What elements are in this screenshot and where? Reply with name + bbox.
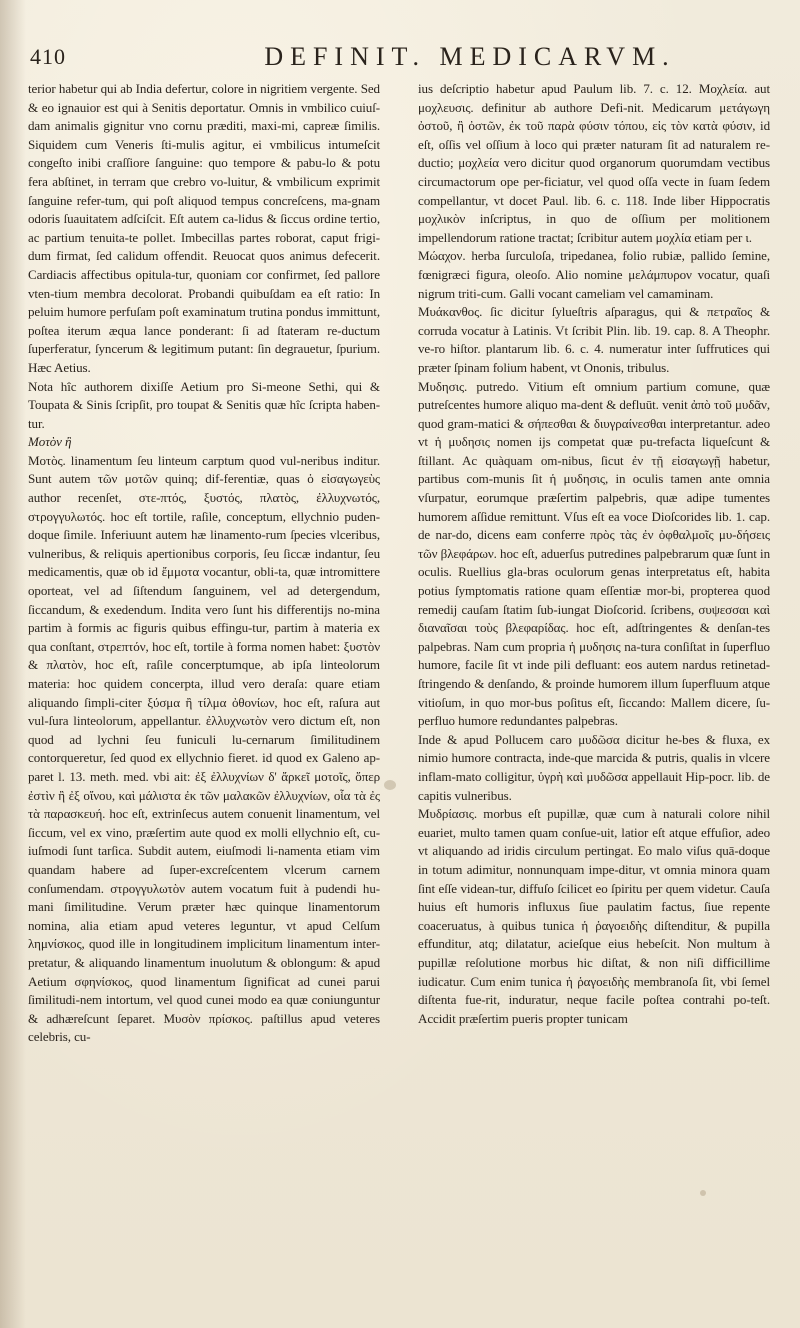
left-paragraph-1: terior habetur qui ab India defertur, colore in nigritiem vergente. Sed & eo ignauior est qui à Senitis deportatur. Omnis in vmbilico cuiuſ-dam animalis gignitur vno cornu præditi, maxi-mi, capreæ ſimilis. Siquidem cum Veneris ſti-mulis agitur, ei vmbilicus intumeſcit congeſto inibi craſſiore ſanguine: quo tempore & pabu-lo & potu fera abſtinet, in terram que crebro vo-luitur, & vmbilicum exprimit ſanguine refer-tum, qui poſt aliquod tempus concreſcens, ma-gnam odoris ſuauitatem adſciſcit. Eſt autem ca-lidus & ſiccus ordine tertio, ac partium tenuita-te pollet. Imbecillas partes roborat, caput frigi-dum firmat, ſed calidum offendit. Reuocat quos animus defecerit. Cardiacis affectibus opitula-tur, quoniam cor confirmet, ſed pallore vten-tium membra decolorat. Probandi quibuſdam ea eſt ratio: In peluim humore perfuſam poſt examinatum trutina pondus immittunt, poſtea iterum æqua lance ponderant: ſi ad ſtateram re-ductum ſuperferatur, ſyncerum & legitimum putant: ſin degrauetur, ſpurium. Hæc Aetius. <box>28 81 380 375</box>
right-paragraph-4: Μυδησις. putredo. Vitium eſt omnium partium comune, quæ putreſcentes humore aliquo ma-dent & defluūt. venit ἀπὸ τοῦ μυδᾶν, quod gram-matici & σήπεσθαι & διυγραίνεσθαι interpretantur. adeo vt ἡ μυδησις nomen ijs competat quæ pu-trefacta liqueſcunt & ſtillant. Ac quàquam om-nibus, ſicut ἐν τῇ εἰσαγωγῇ habetur, partibus com-munis ſit ἡ μυδησις, in oculis tamen ante omnia vſurpatur, eorumque præſertim palpebris, quæ adipe tumentes humorem aſſidue remittunt. Vſus eſt ea voce Dioſcorides lib. 1. cap. de nar-do, dicens eam conferre πρὸς τὰς ἐν ὀφθαλμοῖς μυ-δήσεις τῶν βλεφάρων. hoc eſt, aduerſus putredines palpebrarum quæ ſunt in oculis. Ruellius gla-bras oculorum genas interpretatus eſt, habita potius ſymptomatis ratione quam eſſentiæ mor-bi, propterea quod remedij cauſam ſtatim ſub-iungat Dioſcorid. ſcribens, συψεσσαι καὶ διαναῖσαι τοὺς βλεφαρίδας. hoc eſt, adſtringentes & denſan-tes palpebras. Nam cum propria ἡ μυδησις na-tura conſiſtat in ſuperfluo humore, facile ſit vt inde pili defluant: eos autem nardus retinetad-ſtringendo & denſando, & proinde humorem illum ſuperfluum atque vitioſum, in quo mor-bus poſitus eſt, ſiccando: Mallem dicere, ſu-perfluo humore redundantes palpebras. <box>418 378 770 729</box>
page-number: 410 <box>30 44 66 69</box>
left-paragraph-2: Nota hîc authorem dixiſſe Aetium pro Si-meone Sethi, qui & Toupata & Sinis ſcripſit, pro toupat & Senitis quæ hîc ſcripta haben-tur. <box>28 378 380 431</box>
right-paragraph-2: Μώαχον. herba ſurculoſa, tripedanea, folio rubiæ, pallido ſemine, fœnigræci figura, oleoſo. Alio nomine μελάμπυρον vocatur, quaſi nigrum triti-cum. Galli vocant cameliam vel camaminam. <box>418 248 770 301</box>
left-paragraph-3: Μοτὸν ἢ <box>28 434 72 450</box>
right-paragraph-6: Μυδρίασις. morbus eſt pupillæ, quæ cum à naturali colore nihil euariet, multo tamen quam conſue-uit, latior eſt atque effuſior, adeo vt aliquando ad iridis circulum pertingat. Eo malo viſus quā-doque in totum adimitur, nonnunquam impe-ditur, vt omnia minora quam ſint eſſe videan-tur, diffuſo ſcilicet eo ſpiritu per quem videtur. Cauſa huius eſt humoris influxus ſiue paulatim factus, ſiue repente coaceruatus, à quibus tunica ἡ ῥαγοειδὴς diſtenditur, & pupilla effunditur, atq; dilatatur, acieſque eius hebeſcit. Non multum à pupillæ reſolutione morbus hic diſtat, & non niſi difficillime iudicatur. Cum enim tunica ἡ ῥαγοειδὴς membranoſa ſit, vbi ſemel diſtenta fue-rit, induratur, neque facile poſtea contrahi po-teſt. Accidit præſertim pueris propter tunicam <box>418 806 770 1026</box>
right-column <box>418 80 770 1028</box>
right-paragraph-1: ius deſcriptio habetur apud Paulum lib. 7. c. 12. Μοχλεία. aut μοχλευσις. definitur ab authore Defi-nit. Medicarum μετάγωγη ὀστοῦ, ἢ ὀστῶν, ἐκ τοῦ παρὰ φύσιν τόπου, εἰς τὸν κατὰ φύσιν, id eſt, oſſis vel oſſium à loco qui præter naturam ſit ad naturalem re-ductio; μοχλεία vero dicitur quod organorum quorumdam vectibus circumactorum ope per-ficiatur, vel quod oſſa vecte in ſuam ſedem compellantur, vt docet Paul. lib. 6. c. 118. Inde liber Hippocratis μοχλικὸν inſcriptus, in quo de oſſium per molitionem impellendorum ratione tractat; ſcribitur autem μοχλία etiam per ι. <box>418 81 770 245</box>
left-paragraph-4: Μοτὸς. linamentum ſeu linteum carptum quod vul-neribus inditur. Sunt autem τῶν μοτῶν quinq; dif-ferentiæ, quas ὁ εἰσαγωγεὺς author recenſet, στε-πτός, ξυστός, πλατὸς, ἐλλυχνωτός, στρογγυλωτός. hoc eſt tortile, raſile, conceptum, ellychnio puden-doque ſimile. Inferiuunt autem hæ linamento-rum ſpecies vlceribus, vulneribus, & reliquis apertionibus corporis, ſeu ſiccæ indantur, ſeu medicamentis, quæ ob id ἔμμοτα vocantur, obli-ta, quæ intromittere oporteat, vel ad ſiſtendum ſanguinem, vel ad detergendum, ſiccandum, & exedendum. Indita vero ſunt his differentijs no-mina partim à formis ac figuris quibus effingu-tur, partim à materia ex qua conſtant, στρεπτόν, hoc eſt, tortile à forma nomen habet: ξυστὸν & πλατὸν, hoc eſt, raſile concerptumque, ab ipſa linteolorum materia: hoc quidem concerpta, illud vero deraſa: quare etiam aliquando ſimpli-citer ξύσμα ἢ τίλμα ὀθονίων, hoc eſt, raſura aut vul-ſura linteolorum, appellantur. ἐλλυχνωτὸν vero dictum eſt, non quod ad lychni ſeu funiculi lu-cernarum ſimilitudinem contorqueretur, ſed quod ex ellychnio fieret. id quod ex Galeno ap-paret l. 13. meth. med. vbi ait: ἐξ ἐλλυχνίων δ' ἄρκεῖ μοτοῖς, ὅπερ ἐστὶν ἢ ἐξ οἴνου, καὶ μάλιστα ἐκ τῶν μαλακῶν ἐλλυχνίων, οἷα τὰ ἐς τὰ παρασκευή. hoc eſt, extrinſecus autem conuenit linamentum, vel ſiccum, vel ex vino, præſertim aute quod ex molli ellychnio eſt, cu-iuſmodi ſunt tarſica. Subdit autem, eiuſmodi li-namenta etiam vim quandam habere ad ſuper-excreſcentem vlcerum carnem conſumendam. στρογγυλωτὸν autem vocatum fuit à pudendi hu-mani ſimilitudine. Verum præter hæc quinque linamentorum nomina, alia etiam apud veteres leguntur, vt apud Celſum λημνίσκος, quod ille in longitudinem implicitum linamentum inter-pretatur, & aliquando linamentum inuolutum & oblongum: & apud Aetium σφηνίσκος, quod linamentum ſignificat ad cunei parui ſimilitudi-nem intortum, vel quod cunei modo ea quæ coniunguntur & adhæreſcunt ſeparet. Μυσὸν πρίσκος. paſtillus apud veteres celebris, cu- <box>28 452 380 1045</box>
left-column <box>28 80 380 1047</box>
right-paragraph-5: Inde & apud Pollucem caro μυδῶσα dicitur he-bes & fluxa, ex nimio humore contracta, inde-que marcida & putris, qualis in vlcere inflam-mato colligitur, ὑγρὴ καὶ μυδῶσα appellauit Hip-pocr. lib. de capitis vulneribus. <box>418 731 770 803</box>
paper-stain <box>384 780 396 790</box>
page-header <box>30 42 770 78</box>
running-head: DEFINIT. MEDICARVM. <box>264 42 676 71</box>
binding-shadow <box>0 0 26 1328</box>
right-paragraph-3: Μυάκανθος. ſic dicitur ſylueſtris aſparagus, qui & πετραῖος & corruda vocatur à Latinis. Vt ſcribit Plin. lib. 19. cap. 8. A Theophr. ve-ro hiſtor. plantarum lib. 6. c. 4. numeratur inter ſuffrutices qui præter ſpinam folium habent, vt Ononis, tribulus. <box>418 304 770 375</box>
paper-stain <box>700 1190 706 1196</box>
